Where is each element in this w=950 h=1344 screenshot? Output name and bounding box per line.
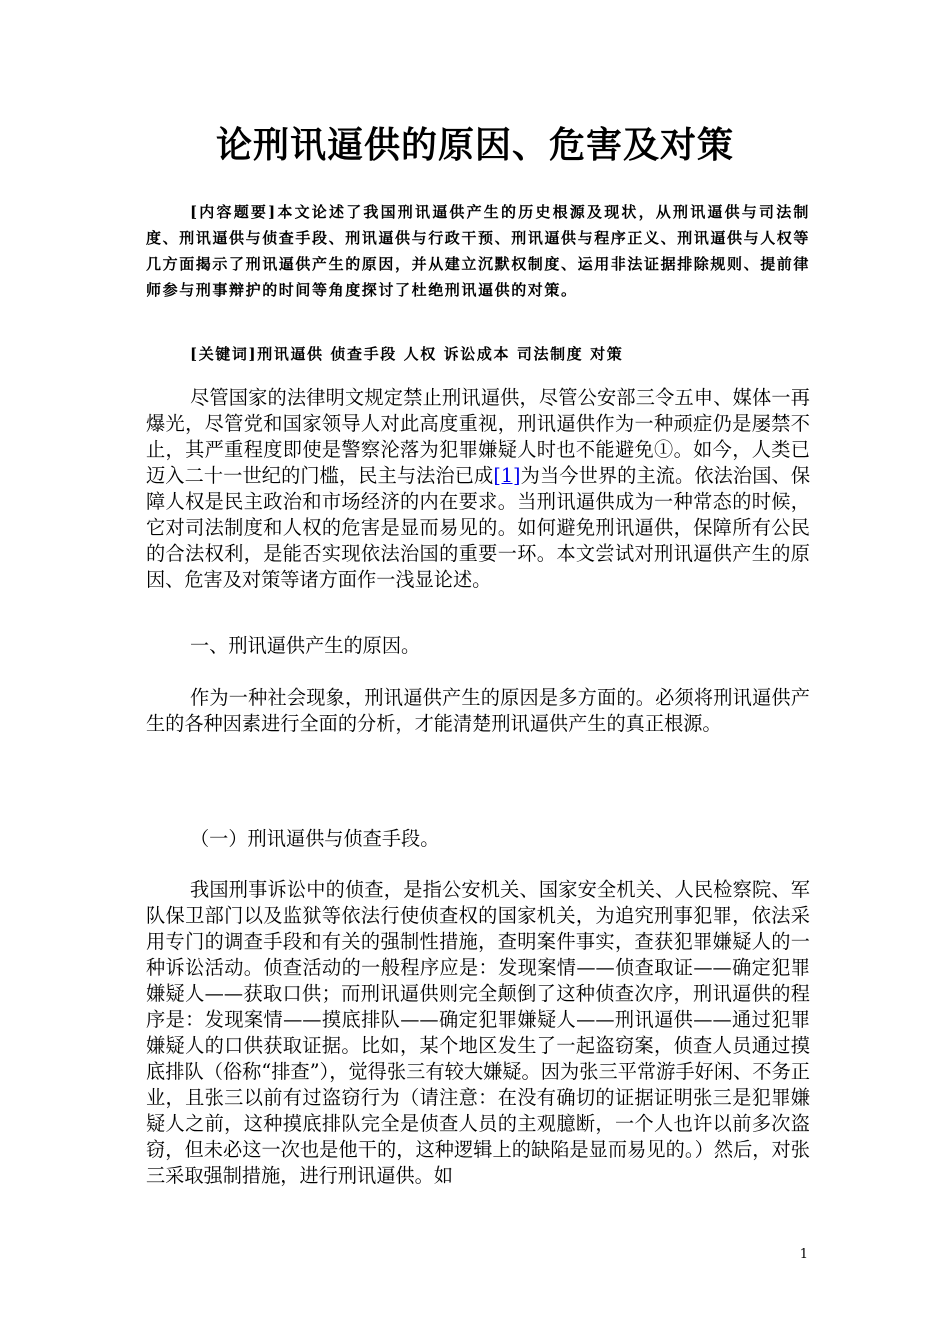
document-title: 论刑讯逼供的原因、危害及对策: [215, 125, 734, 166]
investigation-paragraph: 我国刑事诉讼中的侦查，是指公安机关、国家安全机关、人民检察院、军队保卫部门以及监狱等依法行使侦查权的国家机关，为追究刑事犯罪，依法采用专门的调查手段和有关的强制性措施，查明案件事实，查获犯罪嫌疑人的一种诉讼活动。侦查活动的一般程序应是：发现案情——侦查取证——确定犯罪嫌疑人——获取口供；而刑讯逼供则完全颠倒了这种侦查次序，刑讯逼供的程序是：发现案情——摸底排队——确定犯罪嫌疑人——刑讯逼供——通过犯罪嫌疑人的口供获取证据。比如，某个地区发生了一起盗窃案，侦查人员通过摸底排队（俗称“排查”），觉得张三有较大嫌疑。因为张三平常游手好闲、不务正业，且张三以前有过盗窃行为（请注意：在没有确切的证据证明张三是犯罪嫌疑人之前，这种摸底排队完全是侦查人员的主观臆断，一个人也许以前多次盗窃，但未必这一次也是他干的，这种逻辑上的缺陷是显而易见的。）然后，对张三采取强制措施，进行刑讯逼供。如: [146, 878, 810, 1187]
intro-paragraph: [146, 385, 810, 593]
section-heading-causes: 一、刑讯逼供产生的原因。: [190, 634, 421, 657]
keywords-line: [关键词]刑讯逼供 侦查手段 人权 诉讼成本 司法制度 对策: [190, 345, 624, 363]
causes-paragraph: 作为一种社会现象，刑讯逼供产生的原因是多方面的。必须将刑讯逼供产生的各种因素进行全面的分析，才能清楚刑讯逼供产生的真正根源。: [146, 686, 810, 735]
abstract-paragraph: [内容题要]本文论述了我国刑讯逼供产生的历史根源及现状，从刑讯逼供与司法制度、刑讯逼供与侦查手段、刑讯逼供与行政干预、刑讯逼供与程序正义、刑讯逼供与人权等几方面揭示了刑讯逼供产生的原因，并从建立沉默权制度、运用非法证据排除规则、提前律师参与刑事辩护的时间等角度探讨了杜绝刑讯逼供的对策。: [146, 203, 811, 299]
footnote-reference-link[interactable]: [1]: [493, 464, 521, 487]
intro-text-end: 为当今世界的主流。依法治国、保障人权是民主政治和市场经济的内在要求。当刑讯逼供成为一种常态的时候，它对司法制度和人权的危害是显而易见的。如何避免刑讯逼供，保障所有公民的合法权利，是能否实现依法治国的重要一环。本文尝试对刑讯逼供产生的原因、危害及对策等诸方面作一浅显论述。: [146, 464, 811, 591]
page-number: 1: [799, 1247, 808, 1262]
intro-text-start: 尽管国家的法律明文规定禁止刑讯逼供，尽管公安部三令五申、媒体一再爆光，尽管党和国家领导人对此高度重视，刑讯逼供作为一种顽症仍是屡禁不止，其严重程度即使是警察沦落为犯罪嫌疑人时也不能避免①。如今，人类已迈入二十一世纪的门槛，民主与法治已成: [146, 386, 810, 487]
subsection-heading-investigation: （一）刑讯逼供与侦查手段。: [190, 827, 440, 850]
